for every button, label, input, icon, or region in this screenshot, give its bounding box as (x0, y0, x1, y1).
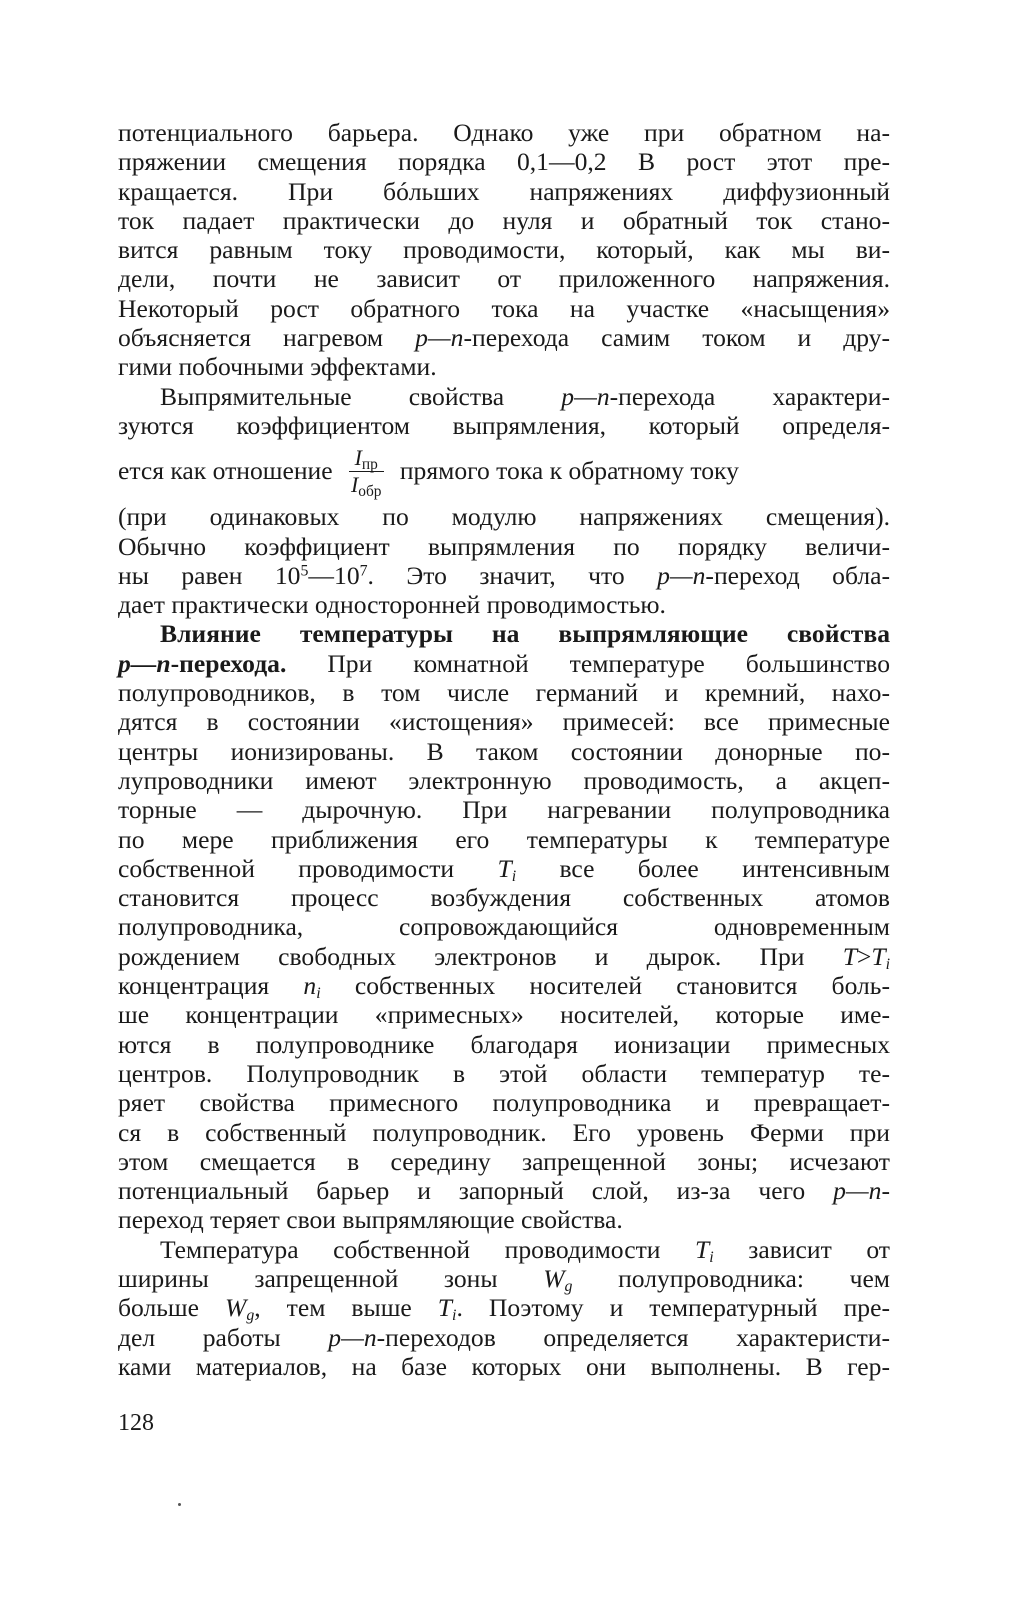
text-line: ше концентрации «примесных» носителей, которые име- (118, 1000, 890, 1030)
text-line: ряет свойства примесного полупроводника и превращает- (118, 1088, 890, 1118)
text-line: больше $W_g$, тем выше $T_i$. Поэтому и температурный пре- (118, 1293, 890, 1325)
text-line: Температура собственной проводимости $T_i$ зависит от (160, 1234, 890, 1266)
text-line: лупроводники имеют электронную проводимость, а акцеп- (118, 765, 890, 795)
text-line: гими побочными эффектами. (118, 352, 437, 382)
page-text (118, 118, 890, 1381)
text-line: ками материалов, на базе которых они выполнены. В гер- (118, 1351, 890, 1381)
text-line: ток падает практически до нуля и обратный ток стано- (118, 205, 890, 235)
text-line: дает практически односторонней проводимостью. (118, 590, 666, 620)
text-line: ся в собственный полупроводник. Его уровень Ферми при (118, 1117, 890, 1147)
text-line: концентрация $n_i$ собственных носителей становится боль- (118, 971, 890, 1002)
fraction-line: ется как отношение $\frac{I_{пр}}{I_{обр}}$ прямого тока к обратному току (118, 444, 739, 500)
text-line: центры ионизированы. В таком состоянии донорные по- (118, 736, 890, 766)
text-line: ширины запрещенной зоны $W_g$ полупроводника: чем (118, 1263, 891, 1295)
text-line: переход теряет свои выпрямляющие свойства. (118, 1205, 623, 1235)
text-line: становится процесс возбуждения собственных атомов (118, 883, 890, 913)
text-line: центров. Полупроводник в этой области температур те- (118, 1058, 890, 1088)
text-line: по мере приближения его температуры к температуре (118, 824, 890, 854)
rectification-ratio: $\frac{I_{пр}}{I_{обр}}$ (349, 446, 384, 497)
text-line: полупроводника, сопровождающийся одновременным (118, 912, 890, 942)
text-line: этом смещается в середину запрещенной зоны; исчезают (118, 1146, 890, 1176)
text-line: рождением свободных электронов и дырок. При $T>T_i$ (118, 941, 890, 973)
page-number: 128 (118, 1410, 154, 1436)
text-line: полупроводников, в том числе германий и кремний, нахо- (118, 678, 890, 708)
text-line: Выпрямительные свойства p—n-перехода характери- (160, 381, 891, 411)
section-heading: Влияние температуры на выпрямляющие свойства (160, 619, 890, 649)
text-line: дятся в состоянии «истощения» примесей: все примесные (118, 707, 890, 737)
text-line: пряжении смещения порядка 0,1—0,2 В рост этот пре- (118, 147, 890, 177)
text-line: (при одинаковых по модулю напряжениях смещения). (118, 502, 890, 532)
text-line: дели, почти не зависит от приложенного напряжения. (118, 264, 890, 294)
text-line: дел работы p—n-переходов определяется характеристи- (118, 1322, 890, 1352)
text-line: собственной проводимости $T_i$ все более интенсивным (118, 853, 890, 885)
text-line: Некоторый рост обратного тока на участке «насыщения» (118, 293, 890, 323)
text-line: зуются коэффициентом выпрямления, который определя- (118, 410, 890, 440)
text-line: p—n-перехода. При комнатной температуре большинство (118, 648, 890, 678)
text-line: потенциальный барьер и запорный слой, из-за чего p—n- (118, 1176, 890, 1206)
text-line: вится равным току проводимости, который, как мы ви- (118, 235, 890, 265)
text-line: ются в полупроводнике благодаря ионизации примесных (118, 1029, 890, 1059)
scan-speck (178, 1503, 181, 1506)
text-line: Обычно коэффициент выпрямления по порядку величи- (118, 531, 890, 561)
text-line: потенциального барьера. Однако уже при обратном на- (118, 118, 890, 147)
text-line: кращается. При бóльших напряжениях диффузионный (118, 176, 890, 206)
text-line: торные — дырочную. При нагревании полупроводника (118, 795, 890, 825)
text-line: объясняется нагревом p—n-перехода самим током и дру- (118, 323, 890, 353)
text-line: ны равен $10^5—10^7$. Это значит, что p—n-переход обла- (118, 560, 890, 590)
